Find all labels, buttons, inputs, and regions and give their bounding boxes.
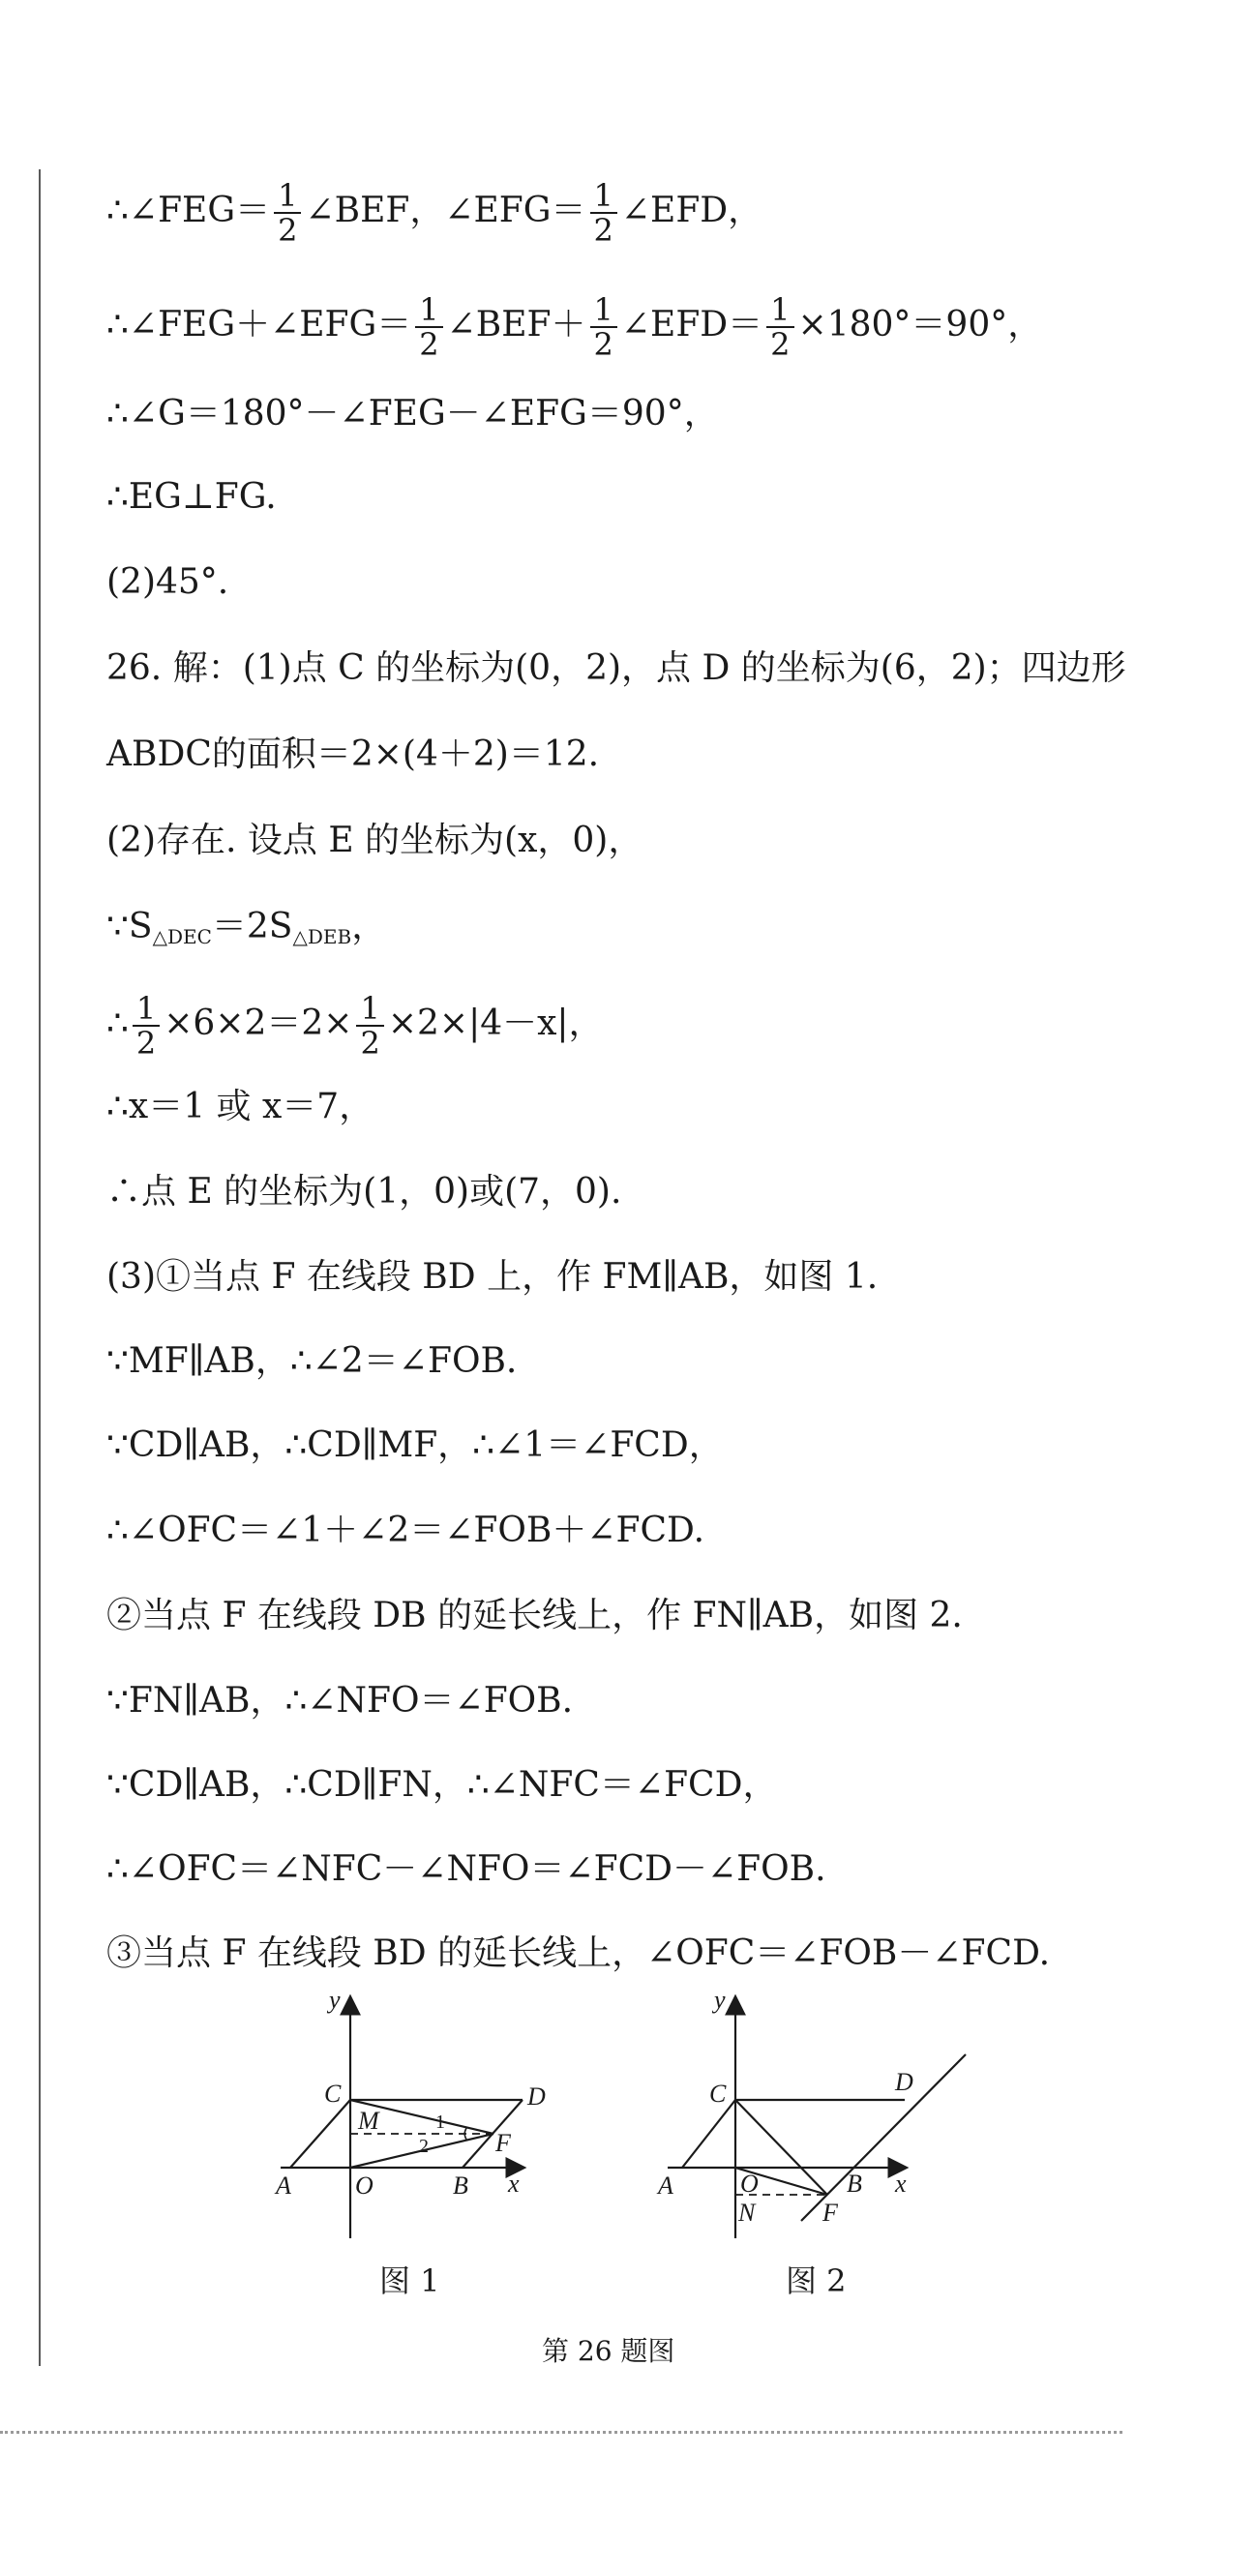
figure-1 [261,1989,600,2250]
dotted-separator [0,2431,1122,2434]
fraction-numerator: 1 [356,992,383,1027]
text: ∴∠FEG＋∠EFG＝ [106,305,412,344]
label-A: A [276,2172,291,2200]
label-D: D [895,2068,913,2096]
solution-line-8: (2)存在. 设点 E 的坐标为(x，0)， [106,821,643,860]
text: ×180°＝90°， [797,305,1043,344]
text: ∴ [106,1003,129,1043]
subscript: △DEC [152,925,212,948]
fraction-numerator: 1 [590,179,617,214]
label-x: x [895,2170,907,2198]
solution-line-1 [106,179,762,247]
fraction-denominator: 2 [770,326,791,363]
label-A: A [658,2172,673,2200]
text: ∠BEF，∠EFG＝ [305,191,586,230]
solution-line-9 [106,904,386,960]
fraction-denominator: 2 [278,212,298,249]
solution-line-2 [106,293,1042,361]
figure-1-caption: 图 1 [379,2262,440,2299]
text: ∠EFD＝ [620,305,763,344]
solution-line-5: (2)45°. [106,562,229,602]
solution-line-14: ∵MF∥AB，∴∠2＝∠FOB. [106,1341,518,1381]
text: ， [351,907,387,946]
solution-line-17: ②当点 F 在线段 DB 的延长线上，作 FN∥AB，如图 2. [106,1596,963,1635]
solution-line-18: ∵FN∥AB，∴∠NFO＝∠FOB. [106,1681,574,1721]
label-angle-2: 2 [419,2136,429,2157]
solution-line-11: ∴x＝1 或 x＝7， [106,1087,374,1126]
label-O: O [355,2172,374,2200]
fraction-half [766,293,793,361]
label-y: y [329,1989,341,2014]
label-B: B [453,2172,468,2200]
solution-line-15: ∵CD∥AB，∴CD∥MF，∴∠1＝∠FCD， [106,1425,724,1465]
label-F: F [495,2129,511,2157]
fraction-denominator: 2 [593,326,613,363]
fraction-numerator: 1 [415,293,442,328]
solution-line-19: ∵CD∥AB，∴CD∥FN，∴∠NFC＝∠FCD， [106,1765,778,1805]
subscript: △DEB [292,925,352,948]
solution-line-21: ③当点 F 在线段 BD 的延长线上，∠OFC＝∠FOB－∠FCD. [106,1933,1051,1973]
label-C: C [324,2080,342,2108]
label-C: C [709,2080,727,2108]
line-DB-extended [801,2054,966,2221]
fraction-numerator: 1 [766,293,793,328]
text: ∠BEF＋ [446,305,586,344]
solution-line-3: ∴∠G＝180°－∠FEG－∠EFG＝90°， [106,394,719,434]
label-O: O [740,2170,759,2198]
segment-AC [290,2100,350,2168]
fraction-half [415,293,442,361]
fraction-numerator: 1 [590,293,617,328]
text: ∠EFD， [620,191,763,230]
text: ＝2S [211,907,293,946]
solution-line-20: ∴∠OFC＝∠NFC－∠NFO＝∠FCD－∠FOB. [106,1849,826,1889]
text: ∵S [106,907,153,946]
label-x: x [508,2170,520,2198]
fraction-denominator: 2 [135,1025,157,1062]
fraction-half [590,293,617,361]
fraction-half [356,992,383,1060]
label-N: N [738,2199,756,2227]
label-D: D [527,2082,546,2111]
text: ×2×|4－x|， [387,1003,604,1043]
solution-line-16: ∴∠OFC＝∠1＋∠2＝∠FOB＋∠FCD. [106,1511,705,1550]
solution-line-13: (3)①当点 F 在线段 BD 上，作 FM∥AB，如图 1. [106,1257,879,1297]
text: ∴∠FEG＝ [106,191,271,230]
segment-AC [682,2100,735,2168]
text: ×6×2＝2× [164,1003,353,1043]
label-B: B [847,2170,862,2198]
figure-2 [648,1989,987,2250]
fraction-half [133,992,160,1060]
solution-line-12: ∴点 E 的坐标为(1，0)或(7，0). [106,1172,622,1212]
fraction-half [274,179,301,247]
fraction-denominator: 2 [419,326,439,363]
fraction-half [590,179,617,247]
solution-line-10 [106,992,604,1060]
solution-line-7: ABDC的面积＝2×(4＋2)＝12. [106,734,600,774]
fraction-numerator: 1 [274,179,301,214]
solution-line-4: ∴EG⊥FG. [106,477,277,517]
fraction-denominator: 2 [593,212,613,249]
label-angle-1: 1 [435,2112,445,2133]
fraction-denominator: 2 [360,1025,380,1062]
solution-line-6: 26. 解：(1)点 C 的坐标为(0，2)，点 D 的坐标为(6，2)；四边形 [106,648,1126,688]
label-y: y [714,1989,726,2014]
fraction-numerator: 1 [133,992,160,1027]
label-M: M [358,2107,379,2135]
label-F: F [822,2199,838,2227]
figure-2-caption: 图 2 [786,2262,847,2299]
margin-rule [39,169,41,2366]
figure-title: 第 26 题图 [542,2335,675,2367]
